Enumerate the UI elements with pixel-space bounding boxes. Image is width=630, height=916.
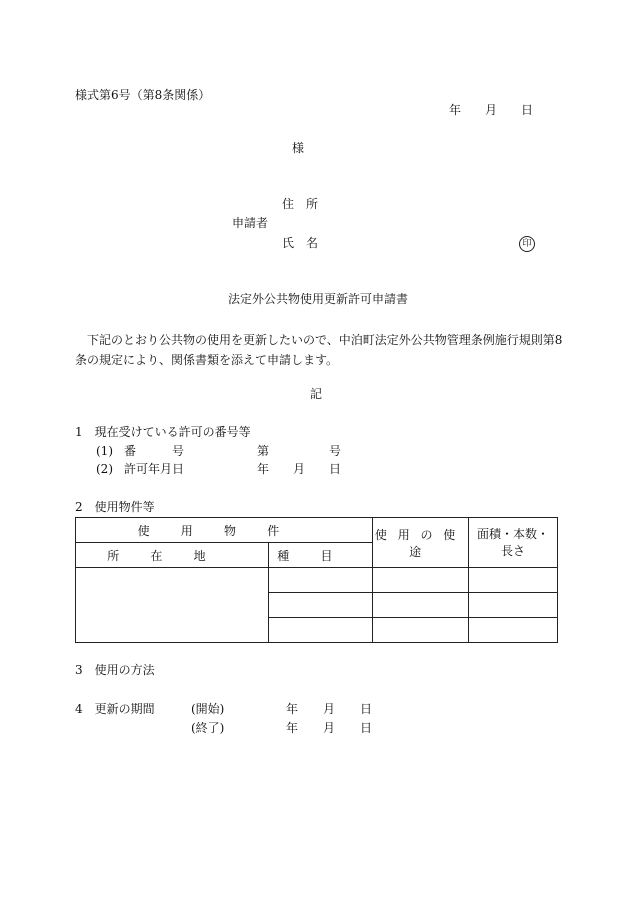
section1-item2-label: 許可年月日 (124, 462, 185, 476)
body-paragraph: 下記のとおり公共物の使用を更新したいので、中泊町法定外公共物管理条例施行規則第8条の規定により、関係書類を添えて申請します。 (75, 333, 563, 367)
section1-dai: 第 (257, 444, 270, 458)
area-cell[interactable] (469, 568, 558, 593)
location-cell[interactable] (76, 568, 269, 643)
header-usage-items: 使用物件 (76, 518, 373, 543)
ki-heading: 記 (310, 387, 323, 401)
section3-heading: 3 使用の方法 (75, 663, 155, 677)
document-title: 法定外公共物使用更新許可申請書 (228, 292, 409, 306)
header-purpose: 使用の使途 (373, 518, 469, 568)
seal-mark: 印 (519, 236, 535, 252)
purpose-cell[interactable] (373, 593, 469, 618)
section1-day: 日 (329, 462, 342, 476)
addressee-suffix: 様 (292, 141, 305, 155)
section2-heading: 2 使用物件等 (75, 500, 155, 514)
name-label: 氏 名 (282, 236, 319, 250)
section1-item2-number: (2) (96, 462, 113, 476)
applicant-label: 申請者 (232, 216, 269, 230)
section4-start-day: 日 (360, 702, 373, 716)
header-area-count-length: 面積・本数・長さ (469, 518, 558, 568)
section1-month: 月 (293, 462, 306, 476)
usage-items-table (75, 517, 558, 643)
section4-start-label: (開始) (191, 702, 225, 716)
header-location: 所在地 (76, 543, 269, 568)
type-cell[interactable] (269, 618, 373, 643)
address-label: 住 所 (282, 197, 319, 211)
area-cell[interactable] (469, 593, 558, 618)
date-year: 年 (449, 103, 462, 117)
section1-year: 年 (257, 462, 270, 476)
section1-heading: 1 現在受けている許可の番号等 (75, 425, 251, 439)
purpose-cell[interactable] (373, 618, 469, 643)
type-cell[interactable] (269, 593, 373, 618)
section4-end-year: 年 (286, 721, 299, 735)
area-cell[interactable] (469, 618, 558, 643)
section4-heading: 4 更新の期間 (75, 702, 155, 716)
header-type: 種目 (269, 543, 373, 568)
purpose-cell[interactable] (373, 568, 469, 593)
section1-item1-number: (1) (96, 444, 113, 458)
type-cell[interactable] (269, 568, 373, 593)
section1-go: 号 (329, 444, 342, 458)
section1-item1-label: 番 号 (124, 444, 185, 458)
section4-start-month: 月 (323, 702, 336, 716)
date-day: 日 (521, 103, 534, 117)
date-month: 月 (485, 103, 498, 117)
section4-end-month: 月 (323, 721, 336, 735)
section4-start-year: 年 (286, 702, 299, 716)
form-number: 様式第6号（第8条関係） (75, 88, 211, 102)
section4-end-day: 日 (360, 721, 373, 735)
section4-end-label: (終了) (191, 721, 225, 735)
